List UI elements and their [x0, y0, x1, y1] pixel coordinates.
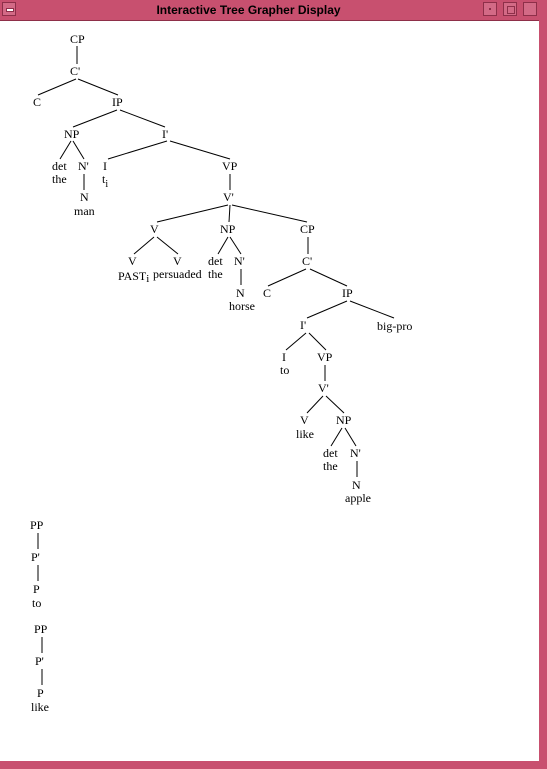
word-the3[interactable]: the [323, 459, 338, 473]
node-cbar2[interactable]: C' [302, 254, 313, 268]
edge [38, 79, 76, 95]
node-n2[interactable]: N [236, 286, 245, 300]
word-like[interactable]: like [296, 427, 314, 441]
edge [229, 205, 230, 222]
edge [331, 428, 342, 446]
tree-canvas[interactable] [0, 21, 539, 761]
node-pbar[interactable]: P' [31, 550, 40, 564]
title-bar[interactable] [0, 0, 539, 21]
node-nbar3[interactable]: N' [350, 446, 361, 460]
node-vbar2[interactable]: V' [318, 381, 329, 395]
node-n3[interactable]: N [352, 478, 361, 492]
node-np2[interactable]: NP [220, 222, 236, 236]
node-np1[interactable]: NP [64, 127, 80, 141]
edge [286, 333, 306, 350]
word-bigpro[interactable]: big-pro [377, 319, 413, 333]
node-i1[interactable]: I [103, 159, 107, 173]
edge [232, 205, 307, 222]
edge [73, 141, 84, 159]
edge [134, 237, 154, 254]
edge [78, 79, 118, 95]
node-v-b[interactable]: V [173, 254, 182, 268]
edge [60, 141, 71, 159]
node-ibar2[interactable]: I' [300, 318, 307, 332]
edge [218, 237, 228, 254]
node-nbar2[interactable]: N' [234, 254, 245, 268]
word-t[interactable]: $t_i$ [102, 172, 109, 190]
edge [345, 428, 356, 446]
node-ibar1[interactable]: I' [162, 127, 169, 141]
minimize-icon[interactable] [483, 2, 497, 16]
word-like[interactable]: like [31, 700, 49, 714]
node-ip2[interactable]: IP [342, 286, 353, 300]
node-vp2[interactable]: VP [317, 350, 333, 364]
node-pp[interactable]: PP [30, 518, 44, 532]
word-the1[interactable]: the [52, 172, 67, 186]
main-tree [33, 32, 412, 505]
node-np3[interactable]: NP [336, 413, 352, 427]
node-pp[interactable]: PP [34, 622, 48, 636]
node-c[interactable]: C [33, 95, 42, 109]
tree-drawing [0, 21, 539, 761]
word-to[interactable]: to [32, 596, 42, 610]
node-p[interactable]: P [33, 582, 40, 596]
node-ip[interactable]: IP [112, 95, 123, 109]
node-det1[interactable]: det [52, 159, 67, 173]
edge [120, 110, 165, 127]
node-cbar[interactable]: C' [70, 64, 81, 78]
edge [73, 110, 117, 127]
edge [326, 396, 344, 413]
node-det2[interactable]: det [208, 254, 223, 268]
node-v2[interactable]: V [300, 413, 309, 427]
node-v-a[interactable]: V [128, 254, 137, 268]
pp-to-tree [30, 518, 44, 610]
word-past[interactable]: PASTi [118, 269, 150, 285]
node-det3[interactable]: det [323, 446, 338, 460]
node-p[interactable]: P [37, 686, 44, 700]
window-menu-icon[interactable] [2, 2, 16, 16]
edge [230, 237, 241, 254]
maximize-icon[interactable] [503, 2, 517, 16]
node-i2[interactable]: I [282, 350, 286, 364]
window-title: Interactive Tree Grapher Display [20, 2, 477, 18]
edge [157, 205, 228, 222]
node-pbar[interactable]: P' [35, 654, 44, 668]
close-icon[interactable] [523, 2, 537, 16]
edge [157, 237, 178, 254]
edge [268, 269, 306, 286]
word-apple[interactable]: apple [345, 491, 371, 505]
word-persuaded[interactable]: persuaded [153, 267, 202, 281]
edge [307, 301, 347, 318]
pp-like-tree [31, 622, 49, 714]
word-horse[interactable]: horse [229, 299, 255, 313]
node-cp2[interactable]: CP [300, 222, 315, 236]
word-man[interactable]: man [74, 204, 95, 218]
word-to[interactable]: to [280, 363, 290, 377]
node-v-group[interactable]: V [150, 222, 159, 236]
node-c2[interactable]: C [263, 286, 272, 300]
node-n1[interactable]: N [80, 190, 89, 204]
edge [350, 301, 394, 318]
edge [170, 141, 230, 159]
node-nbar1[interactable]: N' [78, 159, 89, 173]
node-vp1[interactable]: VP [222, 159, 238, 173]
edge [310, 269, 347, 286]
edge [309, 333, 326, 350]
word-the2[interactable]: the [208, 267, 223, 281]
edge [307, 396, 323, 413]
node-vbar1[interactable]: V' [223, 190, 234, 204]
edge [108, 141, 167, 159]
node-cp[interactable]: CP [70, 32, 85, 46]
